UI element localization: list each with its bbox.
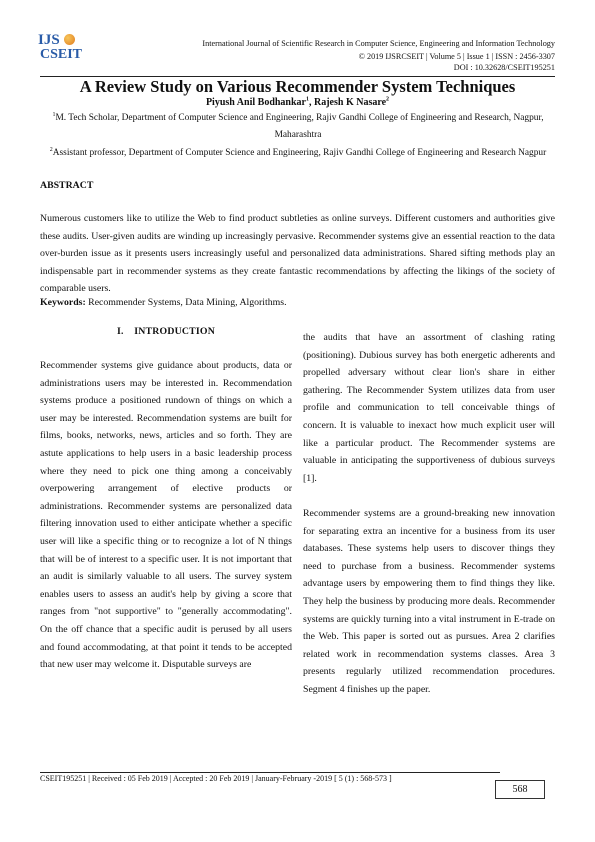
journal-name: International Journal of Scientific Research in Computer Science, Engineering and Information Technology: [202, 39, 555, 48]
affiliation-text: Assistant professor, Department of Computer Science and Engineering, Rajiv Gandhi College of Engineering and Research Nagpur: [52, 148, 547, 158]
journal-doi: DOI : 10.32628/CSEIT195251: [453, 63, 555, 72]
keywords-label: Keywords:: [40, 297, 86, 308]
footer-citation: CSEIT195251 | Received : 05 Feb 2019 | Accepted : 20 Feb 2019 | January-February -2019 [ 5 (1) : 568-573 ]: [40, 774, 392, 783]
affiliation-text: M. Tech Scholar, Department of Computer Science and Engineering, Rajiv Gandhi College of Engineering and Research, Nagpur, Maharashtra: [55, 113, 544, 140]
affiliation-mark: 1: [52, 111, 56, 118]
journal-logo: [38, 32, 88, 66]
author-list: [0, 97, 595, 109]
affiliation-mark: 2: [49, 146, 53, 153]
keywords-list: Recommender Systems, Data Mining, Algorithms.: [85, 297, 287, 308]
body-paragraph: Recommender systems give guidance about products, data or administrations users may be interested in. Recommendation systems produce a positioned rundown of things on which a user may be interested. Recommendation systems are built for films, books, networks, news, articles and so forth. They are astute applications to help users in a basic leadership process where they need to pick one thing among a conceivably overpowering arrangement of elective products or administrations. Recommender systems are personalized data filtering innovation used to either anticipate whether a specific user will like a specific thing or to recognize a lot of N things that will be of interest to a specific user. It is not important that an audit is similarly valuable to all users. The survey system enables users to assess an audit's help by giving a score that ranges from "not supportive" to "generally accommodating". On the off chance that a specific audit is perused by all users and found accommodating, at that point it tends to be accepted that new user may welcome it. Disputable surveys are: [40, 360, 292, 671]
author-name: Piyush Anil Bodhankar: [205, 97, 306, 108]
affiliation-1: [48, 110, 548, 144]
body-paragraph: Recommender systems are a ground-breaking new innovation for separating extra an incentive for a business from its user databases. These systems help users to discover things they need to purchase from a business. Recommender systems advantage users by empowering them to find things they like. They help the business by producing more deals. Recommender systems are quickly turning into a vital instrument in E-trade on the Web. This paper is sorted out as pursues. Area 2 clarifies related work in recommendation systems classes. Area 3 presents regularly utilized recommendation procedures. Segment 4 finishes up the paper.: [303, 507, 555, 695]
body-paragraph: the audits that have an assortment of clashing rating (positioning). Dubious survey has both energetic adherents and propelled adversary without clear lion's share in either gathering. The Recommender System utilizes data from user profile and communication to tell conceivable things of concern. It is valuable to inexact how much explicit user will like a particular product. The Recommender systems are valuable in anticipating the supportiveness of dubious surveys [1].: [303, 332, 555, 484]
logo-text-bottom: CSEIT: [40, 47, 83, 62]
affiliation-2: [48, 145, 548, 162]
abstract-body: Numerous customers like to utilize the Web to find product subtleties as online surveys. Different customers and authorities give these audits. User-given audits are winding up increasingly pervasive. Recommender systems give an essential reaction to the data over-burden issue as it presents users increasingly useful and personalized data administrations. Shared sifting methods play an indispensable part in recommender systems as they create fantastic recommendations by affecting the likings of the society of comparable users.: [40, 213, 555, 295]
logo-text-top: IJS: [38, 32, 60, 48]
section-heading: I. INTRODUCTION: [116, 326, 216, 337]
abstract-heading: ABSTRACT: [40, 180, 94, 191]
journal-issue: © 2019 IJSRCSEIT | Volume 5 | Issue 1 | ISSN : 2456-3307: [358, 52, 555, 61]
author-affiliation-mark: 2: [386, 96, 390, 103]
author-separator: ,: [309, 97, 314, 108]
footer-rule: [40, 772, 500, 773]
paper-title: A Review Study on Various Recommender System Techniques: [79, 77, 516, 96]
page-number: 568: [495, 780, 545, 799]
author-affiliation-mark: 1: [306, 96, 309, 103]
keywords-line: [40, 294, 555, 311]
right-column: [303, 329, 555, 698]
author-name: Rajesh K Nasare: [314, 97, 387, 108]
left-column: [40, 357, 292, 674]
globe-icon: [64, 34, 75, 45]
